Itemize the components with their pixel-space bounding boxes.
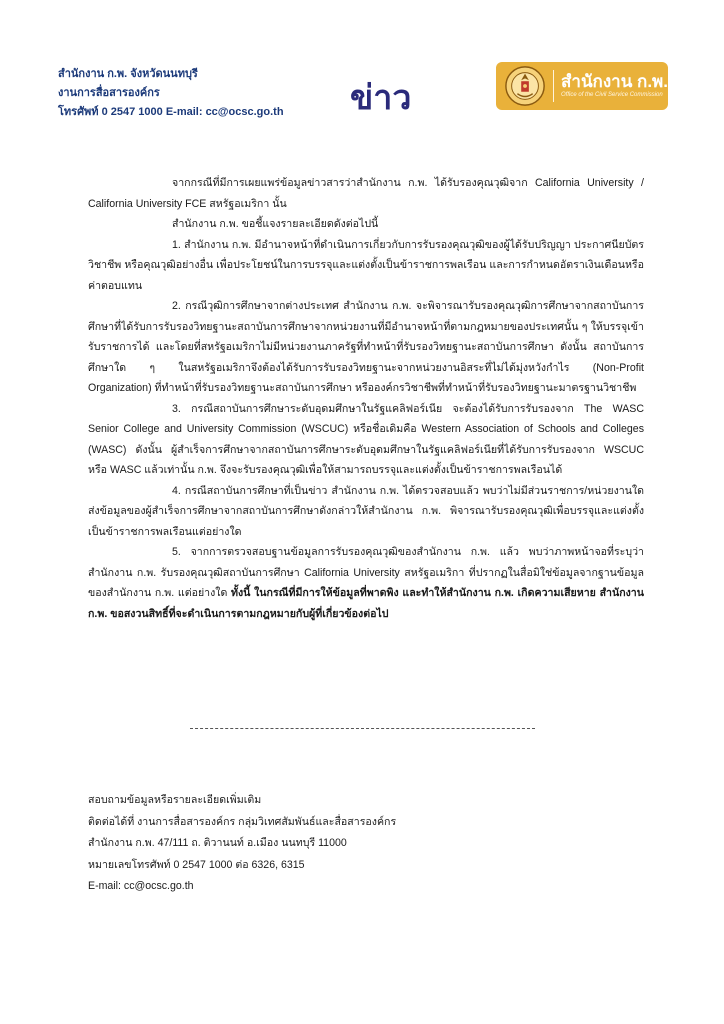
footer-email: E-mail: cc@ocsc.go.th bbox=[88, 880, 194, 892]
paragraph-point-3: 3. กรณีสถาบันการศึกษาระดับอุดมศึกษาในรัฐแคลิฟอร์เนีย จะต้องได้รับการรับรองจาก The WASC Senior College and University Commission (WSCUC) หรือชื่อเดิมคือ Western Association of Schools and Colleges (WASC) ดังนั้น ผู้สำเร็จการศึกษาจากสถาบันการศึกษาระดับอุดมศึกษาในรัฐแคลิฟอร์เนียที่ได้รับการรับรองจาก WSCUC หรือ WASC แล้วเท่านั้น ก.พ. จึงจะรับรองคุณวุฒิเพื่อให้สามารถบรรจุและแต่งตั้งเป็นข้าราชการพลเรือนได้ bbox=[88, 402, 644, 476]
footer-address: สำนักงาน ก.พ. 47/111 ถ. ติวานนท์ อ.เมือง นนทบุรี 11000 bbox=[88, 837, 347, 849]
ocsc-emblem-icon bbox=[504, 64, 546, 108]
footer-inquiry: สอบถามข้อมูลหรือรายละเอียดเพิ่มเติม bbox=[88, 794, 262, 806]
footer-contact-block bbox=[88, 790, 588, 898]
footer-phone: หมายเลขโทรศัพท์ 0 2547 1000 ต่อ 6326, 6315 bbox=[88, 858, 305, 871]
paragraph-point-5-bold: ทั้งนี้ ในกรณีที่มีการให้ข้อมูลที่พาดพิง และทำให้สำนักงาน ก.พ. เกิดความเสียหาย สำนักงาน ก.พ. ขอสงวนสิทธิ์ที่จะดำเนินการตามกฎหมายกับผู้ที่เกี่ยวข้องต่อไป bbox=[88, 587, 645, 620]
paragraph-point-4: 4. กรณีสถาบันการศึกษาที่เป็นข่าว สำนักงาน ก.พ. ได้ตรวจสอบแล้ว พบว่าไม่มีส่วนราชการ/หน่วยงานใดส่งข้อมูลของผู้สำเร็จการศึกษาจากสถาบันการศึกษาดังกล่าวให้สำนักงาน ก.พ. พิจารณารับรองคุณวุฒิเพื่อบรรจุและแต่งตั้งเป็นข้าราชการพลเรือนแต่อย่างใด bbox=[88, 484, 644, 538]
dashed-separator bbox=[190, 728, 535, 729]
paragraph-intro: จากกรณีที่มีการเผยแพร่ข้อมูลข่าวสารว่าสำนักงาน ก.พ. ได้รับรองคุณวุฒิจาก California University / California University FCE สหรัฐอเมริกา นั้น bbox=[88, 177, 644, 210]
paragraph-point-5-normal: 5. จากการตรวจสอบฐานข้อมูลการรับรองคุณวุฒิของสำนักงาน ก.พ. แล้ว พบว่าภาพหน้าจอที่ระบุว่าสำนักงาน ก.พ. รับรองคุณวุฒิสถาบันการศึกษา California University สหรัฐอเมริกา ที่ปรากฏในสื่อมิใช่ข้อมูลจากฐานข้อมูลของสำนักงาน ก.พ. แต่อย่างใด bbox=[88, 546, 644, 599]
logo-divider bbox=[553, 70, 554, 102]
paragraph-point-5 bbox=[88, 542, 644, 624]
news-title: ข่าว bbox=[350, 78, 412, 118]
header-contact-block bbox=[58, 65, 318, 122]
footer-contact-unit: ติดต่อได้ที่ งานการสื่อสารองค์กร กลุ่มวิเทศสัมพันธ์และสื่อสารองค์กร bbox=[88, 815, 397, 828]
logo-text-thai: สำนักงาน ก.พ. bbox=[561, 72, 668, 91]
press-release-body bbox=[88, 173, 644, 624]
office-department: งานการสื่อสารองค์กร bbox=[58, 87, 160, 99]
office-contact: โทรศัพท์ 0 2547 1000 E-mail: cc@ocsc.go.th bbox=[58, 106, 284, 118]
ocsc-logo bbox=[496, 62, 668, 110]
office-name: สำนักงาน ก.พ. จังหวัดนนทบุรี bbox=[58, 68, 198, 80]
paragraph-point-1: 1. สำนักงาน ก.พ. มีอำนาจหน้าที่ดำเนินการเกี่ยวกับการรับรองคุณวุฒิของผู้ได้รับปริญญา ประกาศนียบัตรวิชาชีพ หรือคุณวุฒิอย่างอื่น เพื่อประโยชน์ในการบรรจุและแต่งตั้งเป็นข้าราชการพลเรือน และการกำหนดอัตราเงินเดือนหรือค่าตอบแทน bbox=[88, 238, 644, 292]
logo-text-english: Office of the Civil Service Commission bbox=[561, 92, 663, 98]
paragraph-point-2: 2. กรณีวุฒิการศึกษาจากต่างประเทศ สำนักงาน ก.พ. จะพิจารณารับรองคุณวุฒิการศึกษาจากสถาบันการศึกษาที่ได้รับการรับรองวิทยฐานะสถาบันการศึกษาจากหน่วยงานที่มีอำนาจหน้าที่ตามกฎหมายของประเทศนั้น ๆ ให้บรรจุเข้ารับราชการได้ และโดยที่สหรัฐอเมริกาไม่มีหน่วยงานภาครัฐที่ทำหน้าที่รับรองวิทยฐานะสถาบันการศึกษา ดังนั้น สถาบันการศึกษาใด ๆ ในสหรัฐอเมริกาจึงต้องได้รับการรับรองวิทยฐานะจากหน่วยงานอิสระที่ไม่ได้มุ่งหวังกำไร (Non-Profit Organization) ที่ทำหน้าที่รับรองวิทยฐานะสถาบันการศึกษา หรือองค์กรวิชาชีพที่ทำหน้าที่รับรองวิทยฐานะมาตรฐานวิชาชีพ bbox=[88, 300, 644, 394]
paragraph-clarification: สำนักงาน ก.พ. ขอชี้แจงรายละเอียดดังต่อไปนี้ bbox=[172, 218, 379, 230]
